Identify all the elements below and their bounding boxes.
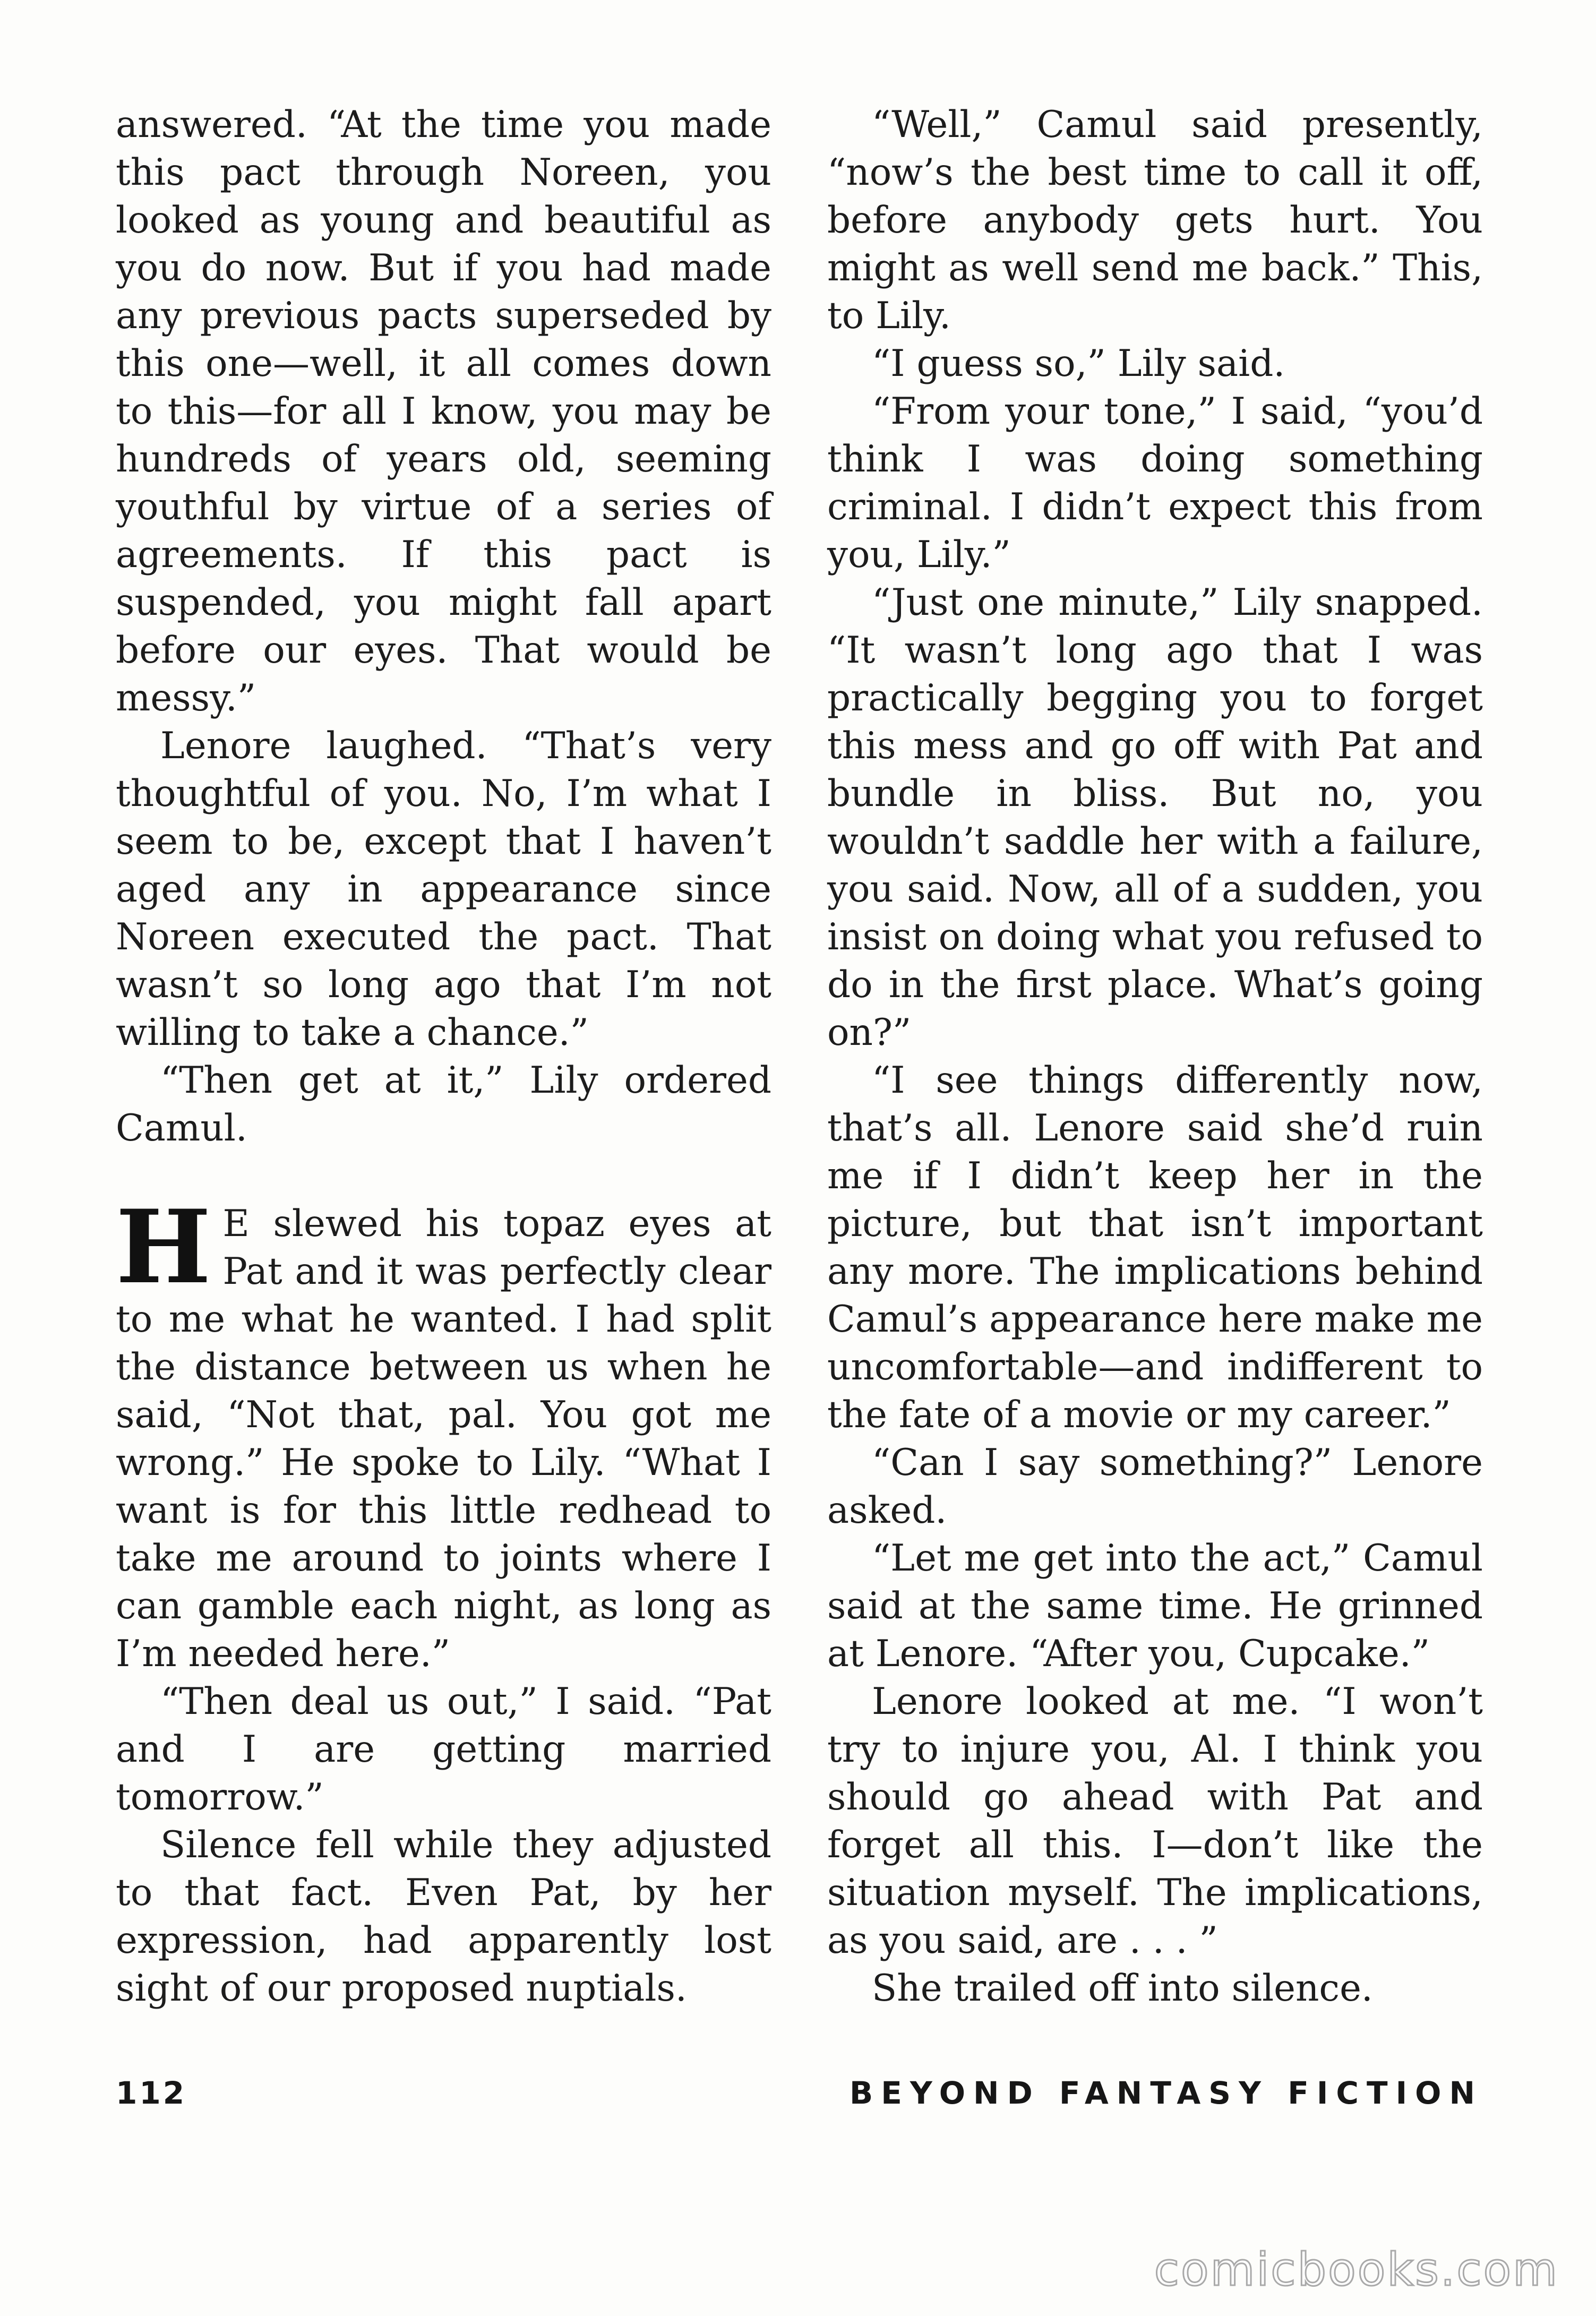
paragraph: “Then deal us out,” I said. “Pat and I are getting married tomorrow.” bbox=[116, 1680, 771, 1819]
drop-cap: H bbox=[116, 1188, 211, 1306]
paragraph: “Well,” Camul said presently, “now’s the best time to call it off, before anybody gets hurt. You might as well send me back.” This, to Lily. bbox=[827, 104, 1483, 337]
paragraph: “Let me get into the act,” Camul said at the same time. He grinned at Lenore. “After you, Cupcake.” bbox=[827, 1537, 1483, 1675]
paragraph: “Can I say something?” Lenore asked. bbox=[827, 1442, 1483, 1532]
paragraph: “Just one minute,” Lily snapped. “It wasn’t long ago that I was practically begging you to forget this mess and go off with Pat and bundle in bliss. But no, you wouldn’t saddle her with a failure, you said. Now, all of a sudden, you insist on doing what you refused to do in the first place. What’s going on?” bbox=[827, 581, 1483, 1054]
paragraph: “Then get at it,” Lily ordered Camul. bbox=[116, 1059, 771, 1150]
paragraph: answered. “At the time you made this pact through Noreen, you looked as young and beautiful as you do now. But if you had made any previous pacts superseded by this one—well, it all comes down to this—for all I know, you may be hundreds of years old, seeming youthful by virtue of a series of agreements. If this pact is suspended, you might fall apart before our eyes. That would be messy.” bbox=[116, 104, 771, 719]
paragraph: Lenore laughed. “That’s very thoughtful of you. No, I’m what I seem to be, except that I haven’t aged any in appearance since Noreen executed the pact. That wasn’t so long ago that I’m not willing to take a chance.” bbox=[116, 725, 771, 1054]
right-text-column bbox=[827, 101, 1483, 2012]
left-text-column bbox=[116, 101, 771, 2012]
paragraph: “I see things differently now, that’s all. Lenore said she’d ruin me if I didn’t keep her in the picture, but that isn’t important any more. The implications behind Camul’s appearance here make me uncomfortable—and indifferent to the fate of a movie or my career.” bbox=[827, 1059, 1483, 1436]
running-title: BEYOND FANTASY FICTION bbox=[849, 2075, 1483, 2111]
paragraph: Lenore looked at me. “I won’t try to injure you, Al. I think you should go ahead with Pat and forget all this. I—don’t like the situation myself. The implications, as you said, are . . . ” bbox=[827, 1680, 1483, 1962]
paragraph: “I guess so,” Lily said. bbox=[872, 342, 1285, 385]
section-opening-paragraph bbox=[116, 1188, 771, 1678]
page-number: 112 bbox=[116, 2075, 187, 2111]
paragraph: She trailed off into silence. bbox=[872, 1967, 1373, 2010]
page-footer bbox=[116, 2075, 1483, 2117]
paragraph: Silence fell while they adjusted to that fact. Even Pat, by her expression, had apparently lost sight of our proposed nuptials. bbox=[116, 1824, 771, 2010]
watermark: comicbooks.com bbox=[1154, 2243, 1559, 2296]
paragraph: “From your tone,” I said, “you’d think I was doing something criminal. I didn’t expect this from you, Lily.” bbox=[827, 390, 1483, 576]
section-opening-text: E slewed his topaz eyes at Pat and it was perfectly clear to me what he wanted. I had split the distance between us when he said, “Not that, pal. You got me wrong.” He spoke to Lily. “What I want is for this little redhead to take me around to joints where I can gamble each night, as long as I’m needed here.” bbox=[116, 1203, 771, 1675]
